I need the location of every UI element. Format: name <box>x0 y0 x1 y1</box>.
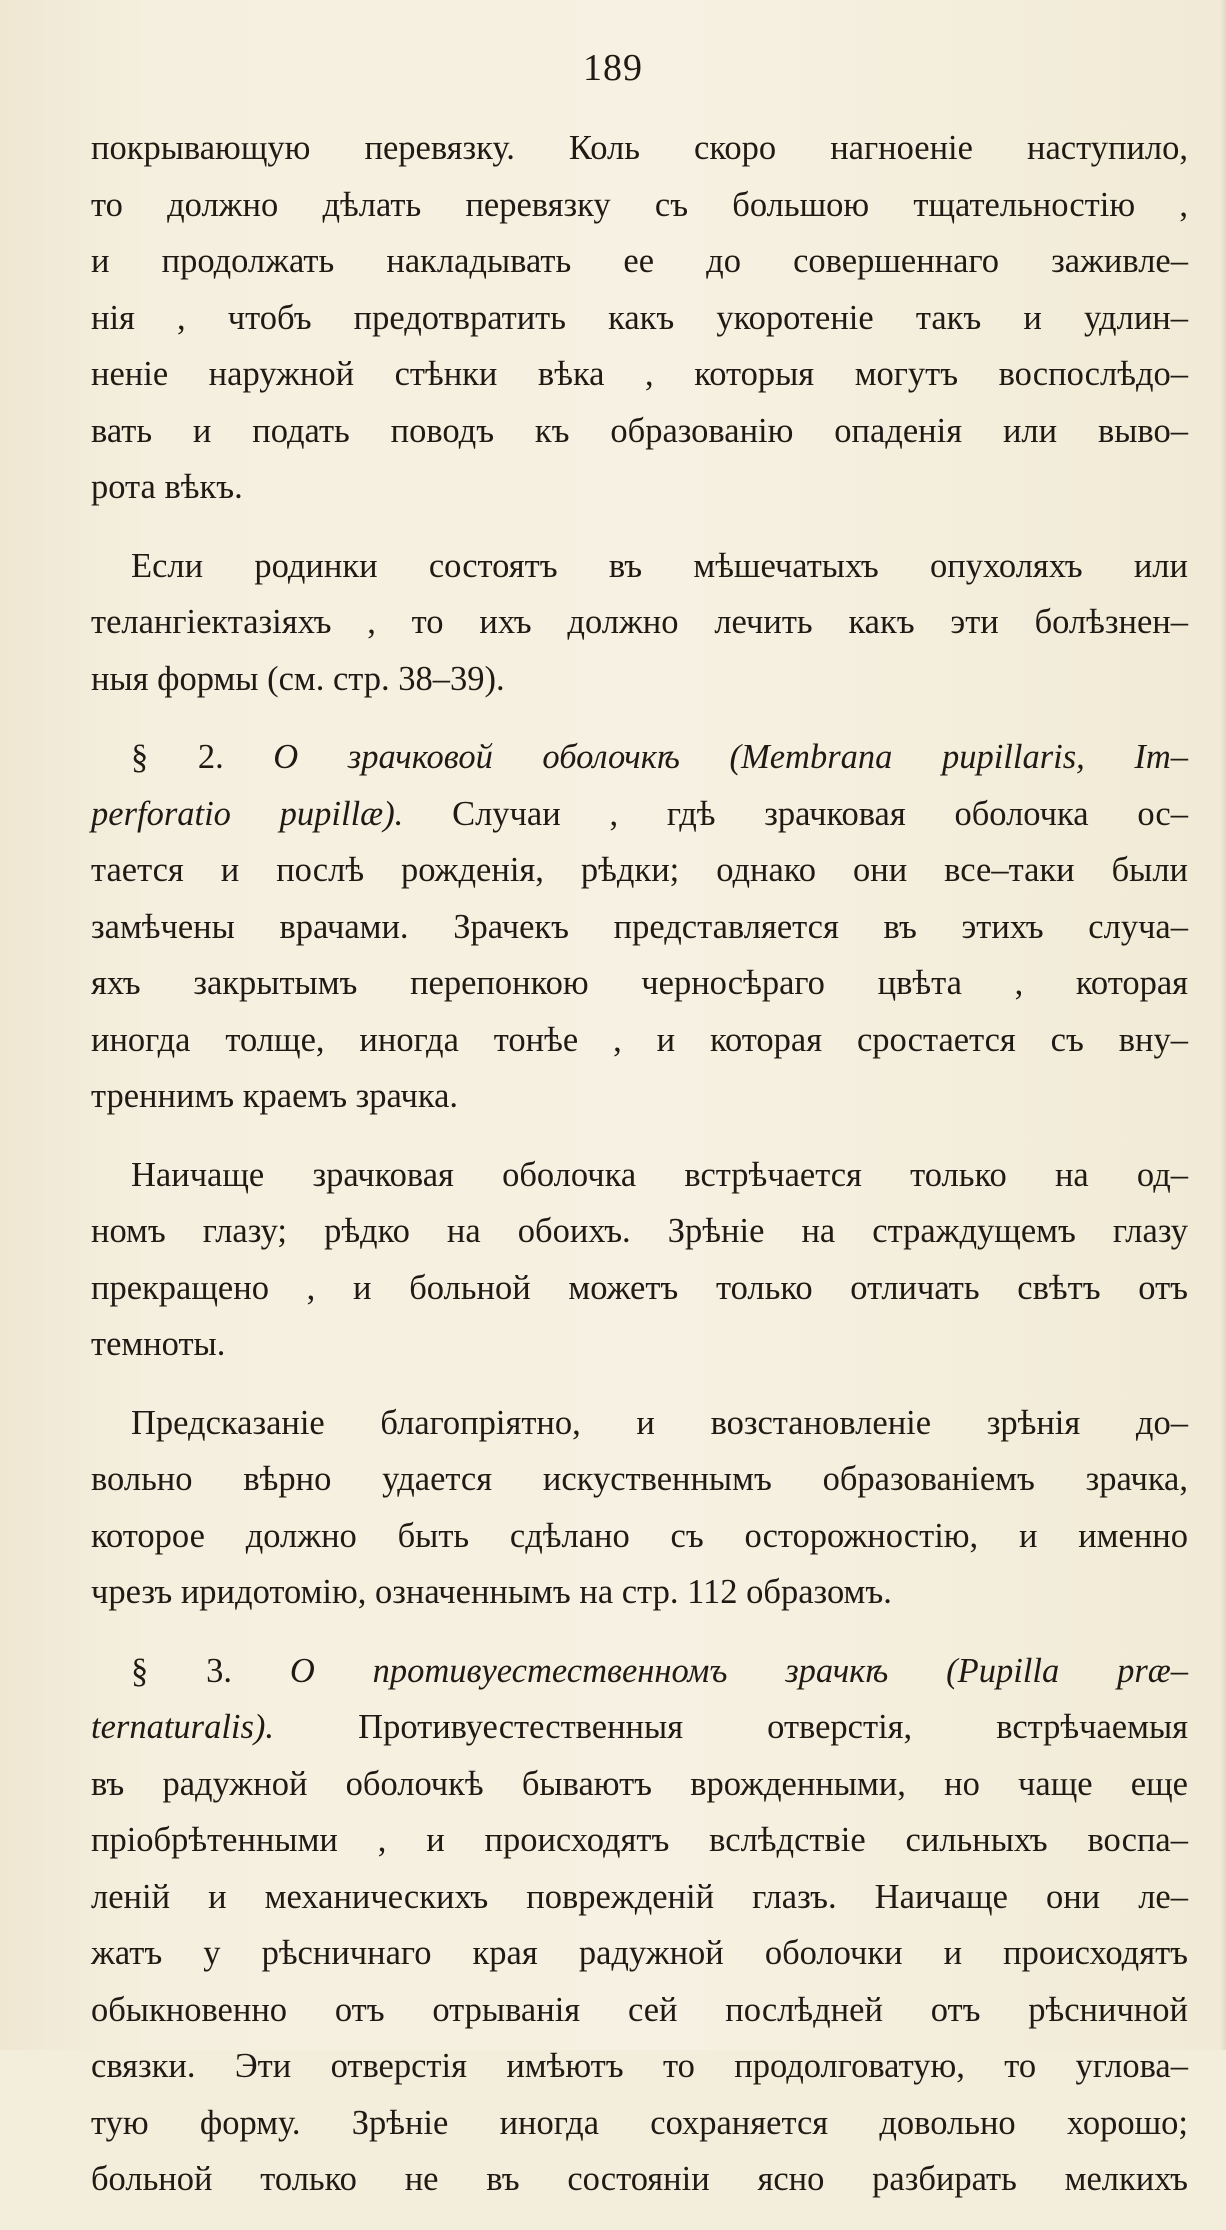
page-number: 189 <box>583 47 643 89</box>
text-line: треннимъ краемъ зрачка. <box>91 1077 459 1115</box>
text-line: жатъ у рѣсничнаго края радужной оболочки и происходятъ <box>91 1934 1188 1972</box>
text-line: неніе наружной стѣнки вѣка , которыя могутъ воспослѣдо– <box>91 355 1188 393</box>
text-line: нія , чтобъ предотвратить какъ укоротеніе такъ и удлин– <box>91 298 1188 337</box>
text-line: пріобрѣтенными , и происходятъ вслѣдствіе сильныхъ воспа– <box>91 1821 1188 1859</box>
text-line: и продолжать накладывать ее до совершеннаго заживле– <box>91 242 1188 280</box>
text-line: ныя формы (см. стр. 38–39). <box>91 659 505 698</box>
text-line: Если родинки состоятъ въ мѣшечатыхъ опухоляхъ или <box>131 546 1188 585</box>
text-line: въ радужной оболочкѣ бываютъ врожденными, но чаще еще <box>91 1764 1188 1803</box>
paragraph <box>91 538 1188 708</box>
text-line: которое должно быть сдѣлано съ осторожностію, и именно <box>91 1516 1188 1555</box>
page-edge-shadow <box>1220 0 1226 2050</box>
section-heading-line <box>91 1699 1188 1756</box>
text-line: то должно дѣлать перевязку съ большою тщательностію , <box>91 185 1188 224</box>
text-line: обыкновенно отъ отрыванія сей послѣдней отъ рѣсничной <box>91 1990 1188 2029</box>
section-heading-line <box>91 729 1188 786</box>
section-paragraph <box>91 729 1188 1125</box>
section-title: О противуестественномъ зрачкѣ (Pupilla præ– <box>289 1651 1189 1690</box>
section-heading-line <box>91 1643 1188 1700</box>
section-title-cont: perforatio pupillæ). <box>91 794 404 833</box>
text-line: Предсказаніе благопріятно, и возстановленіе зрѣнія до– <box>131 1403 1188 1442</box>
text-line: прекращено , и больной можетъ только отличать свѣтъ отъ <box>91 1268 1188 1307</box>
text-line: покрывающую перевязку. Коль скоро нагноеніе наступило, <box>91 129 1188 167</box>
text-line: тую форму. Зрѣніе иногда сохраняется довольно хорошо; <box>91 2103 1188 2142</box>
section-paragraph <box>91 1643 1188 2208</box>
text-line: леній и механическихъ поврежденій глазъ. Наичаще они ле– <box>91 1877 1188 1916</box>
section-title-cont: ternaturalis). <box>91 1708 275 1746</box>
text-line: вать и подать поводъ къ образованію опаденія или выво– <box>91 411 1188 450</box>
text-line: Наичаще зрачковая оболочка встрѣчается только на од– <box>131 1155 1188 1194</box>
paragraph <box>91 1147 1188 1373</box>
text-line: рота вѣкъ. <box>91 468 243 506</box>
paragraph <box>91 1395 1188 1621</box>
text-line: иногда толще, иногда тонѣе , и которая сростается съ вну– <box>91 1020 1188 1059</box>
text-line: телангіектазіяхъ , то ихъ должно лечить какъ эти болѣзнен– <box>91 603 1188 641</box>
text-run: Случаи , гдѣ зрачковая оболочка ос– <box>452 794 1188 833</box>
text-line: чрезъ иридотомію, означеннымъ на стр. 112 образомъ. <box>91 1573 892 1611</box>
page-text <box>91 120 1188 2230</box>
text-line: тается и послѣ рожденія, рѣдки; однако они все–таки были <box>91 851 1188 889</box>
text-line: связки. Эти отверстія имѣютъ то продолговатую, то углова– <box>91 2047 1188 2085</box>
text-line: замѣчены врачами. Зрачекъ представляется въ этихъ случа– <box>91 907 1188 946</box>
section-number: § 2. <box>131 738 224 776</box>
text-line: номъ глазу; рѣдко на обоихъ. Зрѣніе на страждущемъ глазу <box>91 1212 1188 1250</box>
section-title: О зрачковой оболочкѣ (Membrana pupillaris, Im– <box>273 738 1188 776</box>
paragraph <box>91 120 1188 516</box>
text-line: яхъ закрытымъ перепонкою черносѣраго цвѣта , которая <box>91 964 1188 1002</box>
text-line: больной только не въ состояніи ясно разбирать мелкихъ <box>91 2160 1188 2198</box>
text-line: темноты. <box>91 1325 226 1363</box>
text-line: вольно вѣрно удается искуственнымъ образованіемъ зрачка, <box>91 1460 1188 1498</box>
text-run: Противуестественныя отверстія, встрѣчаемыя <box>358 1708 1188 1746</box>
section-number: § 3. <box>131 1651 232 1690</box>
section-heading-line <box>91 786 1188 843</box>
